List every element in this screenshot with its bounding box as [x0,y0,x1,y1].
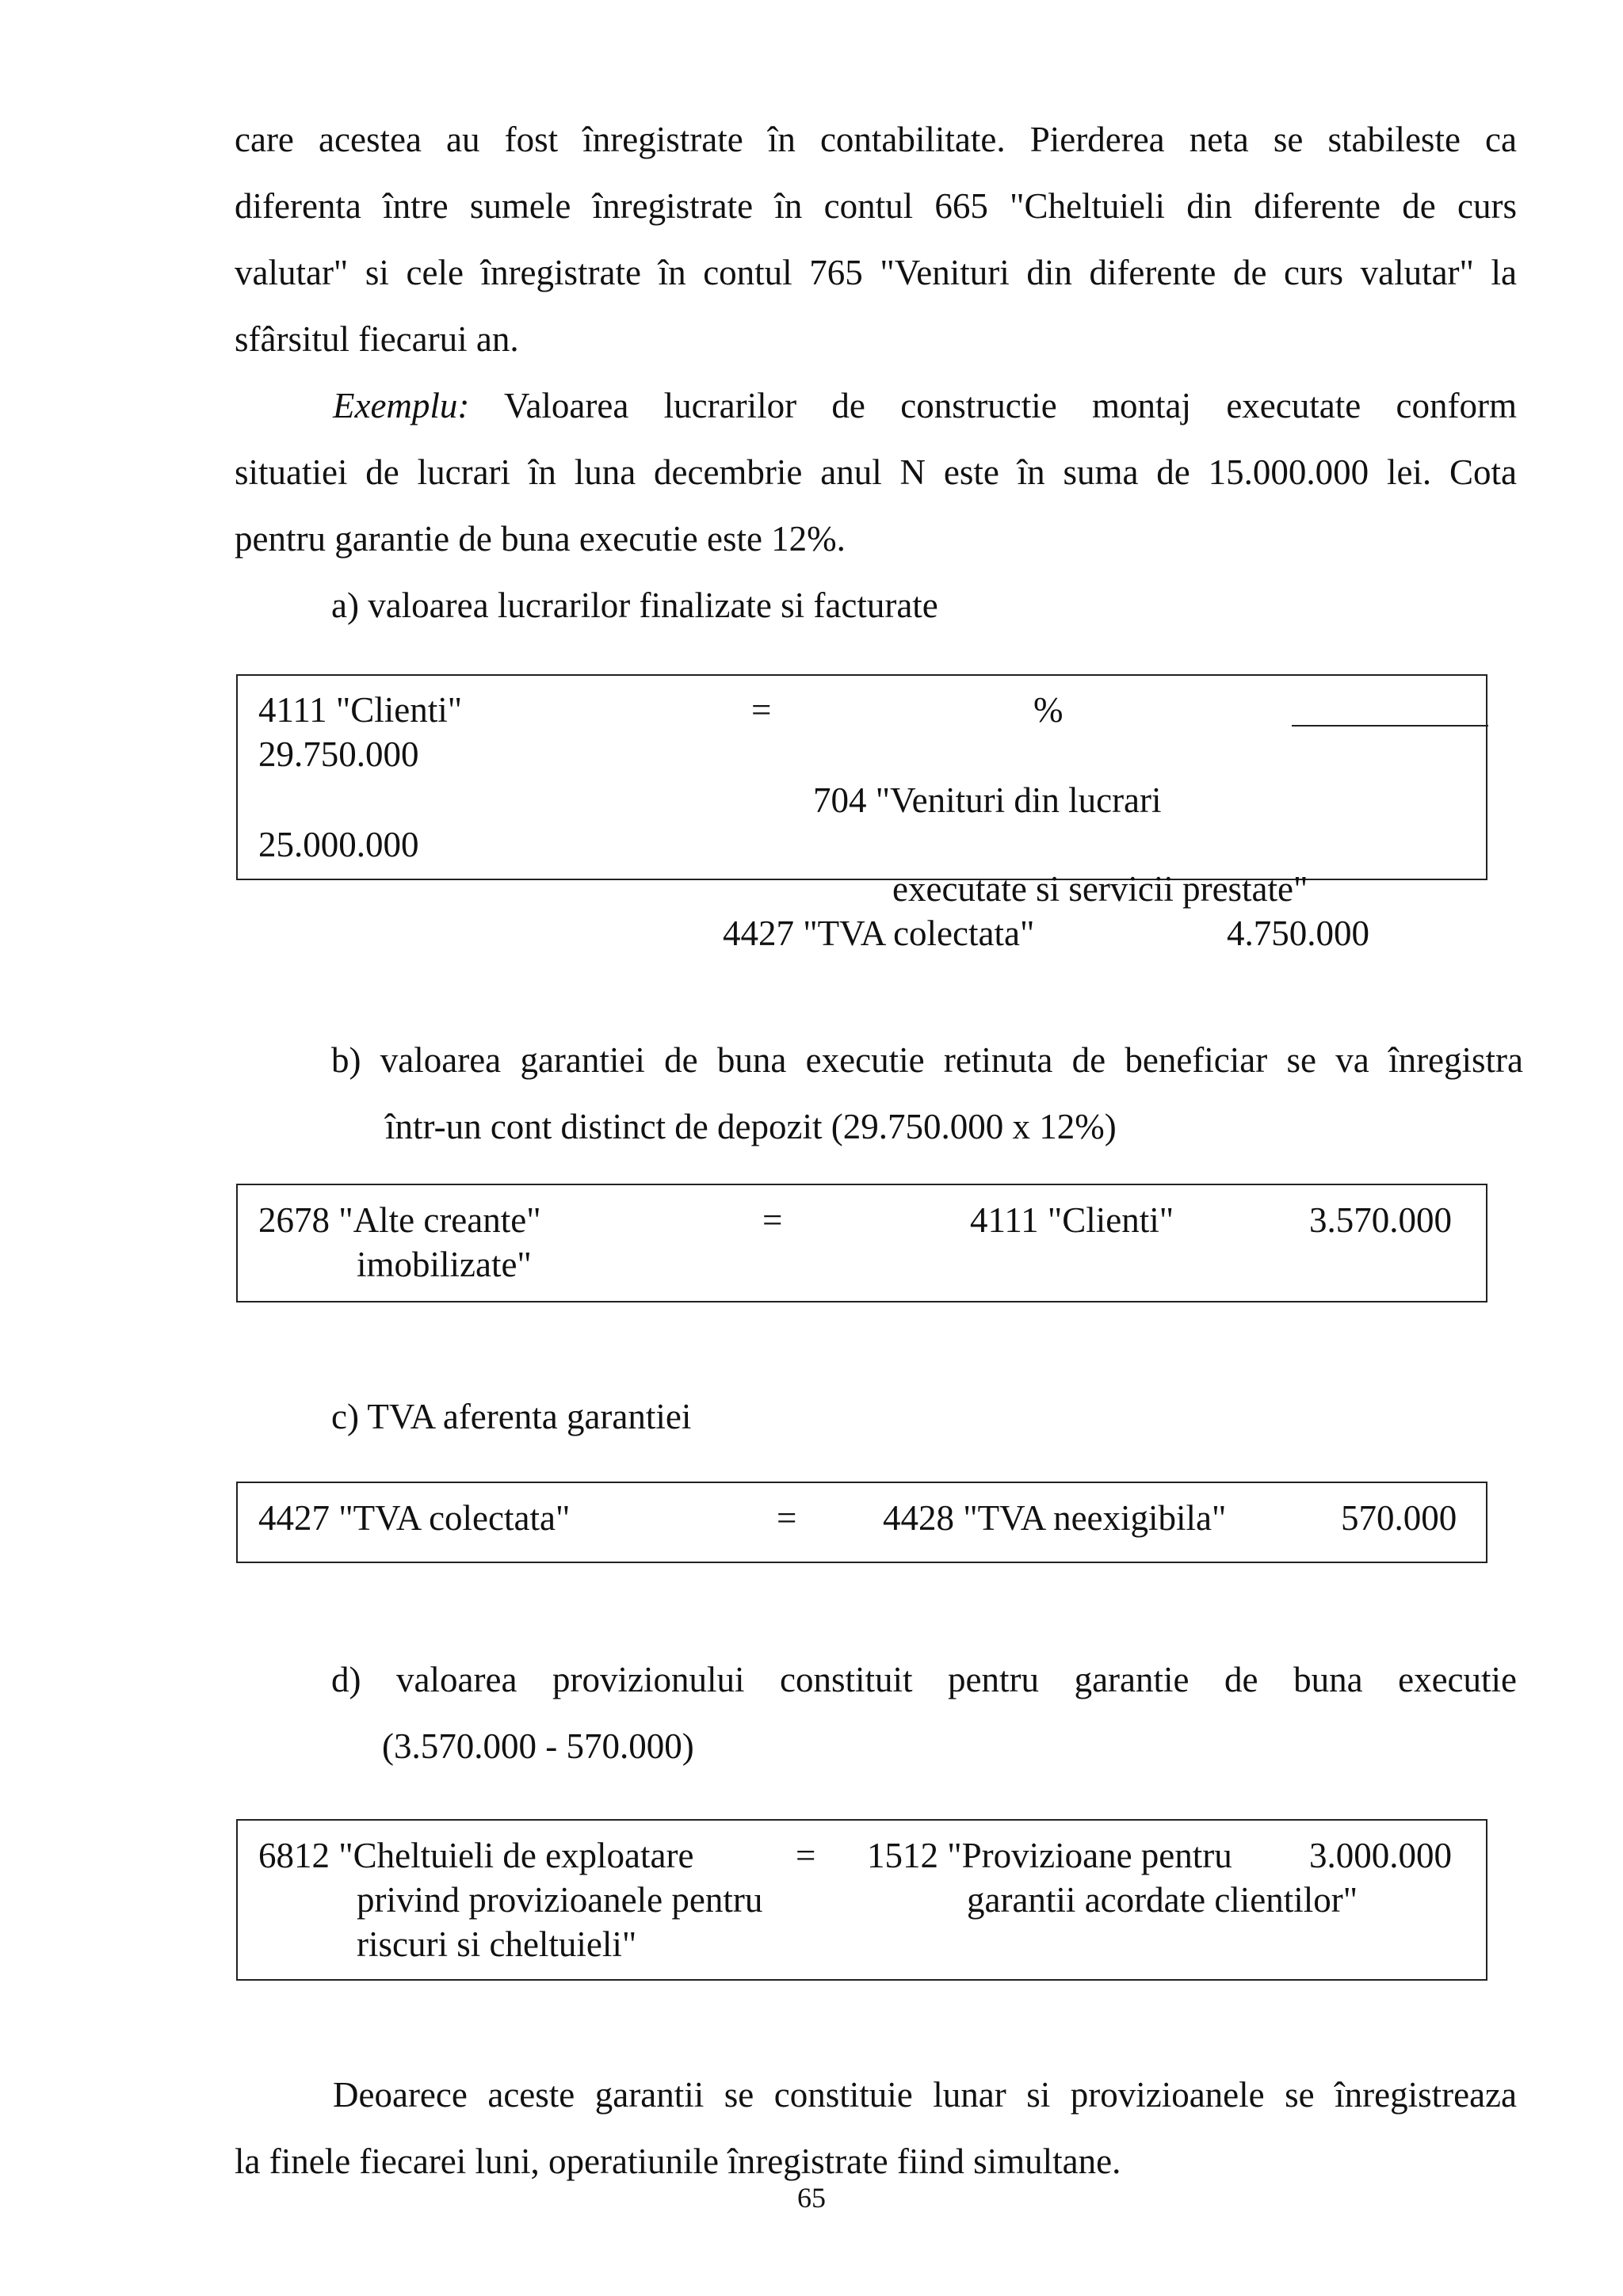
example-line-1-text: Valoarea lucrarilor de constructie montaj executate conform [469,386,1517,425]
entry-d-debit-line-2: privind provizioanele pentru [357,1880,763,1920]
example-line-1 [235,372,1517,439]
entry-b-credit: 4111 "Clienti" [970,1200,1174,1240]
closing-paragraph [235,2061,1517,2195]
entry-d-debit-line-1: 6812 "Cheltuieli de exploatare [258,1836,694,1875]
entry-a-total-rule [1292,725,1488,727]
entry-c-debit: 4427 "TVA colectata" [258,1498,571,1538]
item-b-heading-line-1: b) valoarea garantiei de buna executie retinuta de beneficiar se va înregistra [331,1040,1523,1080]
entry-c-equals: = [777,1498,797,1538]
example-label: Exemplu: [333,386,470,425]
entry-d-equals: = [796,1836,816,1875]
entry-a-credit-2-amount: 4.750.000 [1227,913,1369,953]
intro-line-3: valutar" si cele înregistrate în contul 765 "Venituri din diferente de curs valutar" la [235,253,1517,292]
item-a-heading: a) valoarea lucrarilor finalizate si facturate [331,585,938,625]
entry-d-credit-line-1: 1512 "Provizioane pentru [867,1836,1232,1875]
entry-a-equals: = [751,690,772,730]
closing-line-1: Deoarece aceste garantii se constituie lunar si provizioanele se înregistreaza [333,2075,1517,2115]
entry-a-credit-2: 4427 "TVA colectata" [723,913,1035,953]
item-d-heading-line-2: (3.570.000 - 570.000) [382,1726,694,1766]
item-b-heading [331,1027,1523,1160]
entry-a-total-amount: 29.750.000 [258,734,419,774]
entry-c-amount: 570.000 [1341,1498,1457,1538]
example-line-3: pentru garantie de buna executie este 12%. [235,519,846,559]
entry-d-amount: 3.000.000 [1309,1836,1452,1875]
entry-b-equals: = [762,1200,783,1240]
example-paragraph [235,372,1517,572]
item-d-heading [331,1646,1517,1779]
entry-b-debit-line-2: imobilizate" [357,1245,532,1284]
page-number: 65 [797,2182,826,2214]
item-b-heading-line-2: într-un cont distinct de depozit (29.750.000 x 12%) [385,1107,1117,1146]
entry-d-credit-line-2: garantii acordate clientilor" [967,1880,1358,1920]
entry-a-credit-1-line-1: 704 "Venituri din lucrari [813,780,1162,820]
item-c-heading: c) TVA aferenta garantiei [331,1397,692,1436]
closing-line-2: la finele fiecarei luni, operatiunile înregistrate fiind simultane. [235,2142,1121,2181]
entry-a-credit-1-amount: 25.000.000 [258,825,419,864]
entry-b-debit-line-1: 2678 "Alte creante" [258,1200,541,1240]
example-line-2: situatiei de lucrari în luna decembrie anul N este în suma de 15.000.000 lei. Cota [235,452,1517,492]
intro-line-2: diferenta între sumele înregistrate în contul 665 "Cheltuieli din diferente de curs [235,186,1517,226]
entry-b-amount: 3.570.000 [1309,1200,1452,1240]
entry-a-credit-1-line-2: executate si servicii prestate" [892,869,1308,909]
item-d-heading-line-1: d) valoarea provizionului constituit pentru garantie de buna executie [331,1660,1517,1699]
entry-a-debit: 4111 "Clienti" [258,690,463,730]
entry-c-credit: 4428 "TVA neexigibila" [883,1498,1227,1538]
entry-a-percent: % [1033,690,1064,730]
entry-d-debit-line-3: riscuri si cheltuieli" [357,1924,637,1964]
intro-paragraph [235,106,1517,372]
intro-line-1: care acestea au fost înregistrate în contabilitate. Pierderea neta se stabileste ca [235,120,1517,159]
intro-line-4: sfârsitul fiecarui an. [235,319,519,359]
